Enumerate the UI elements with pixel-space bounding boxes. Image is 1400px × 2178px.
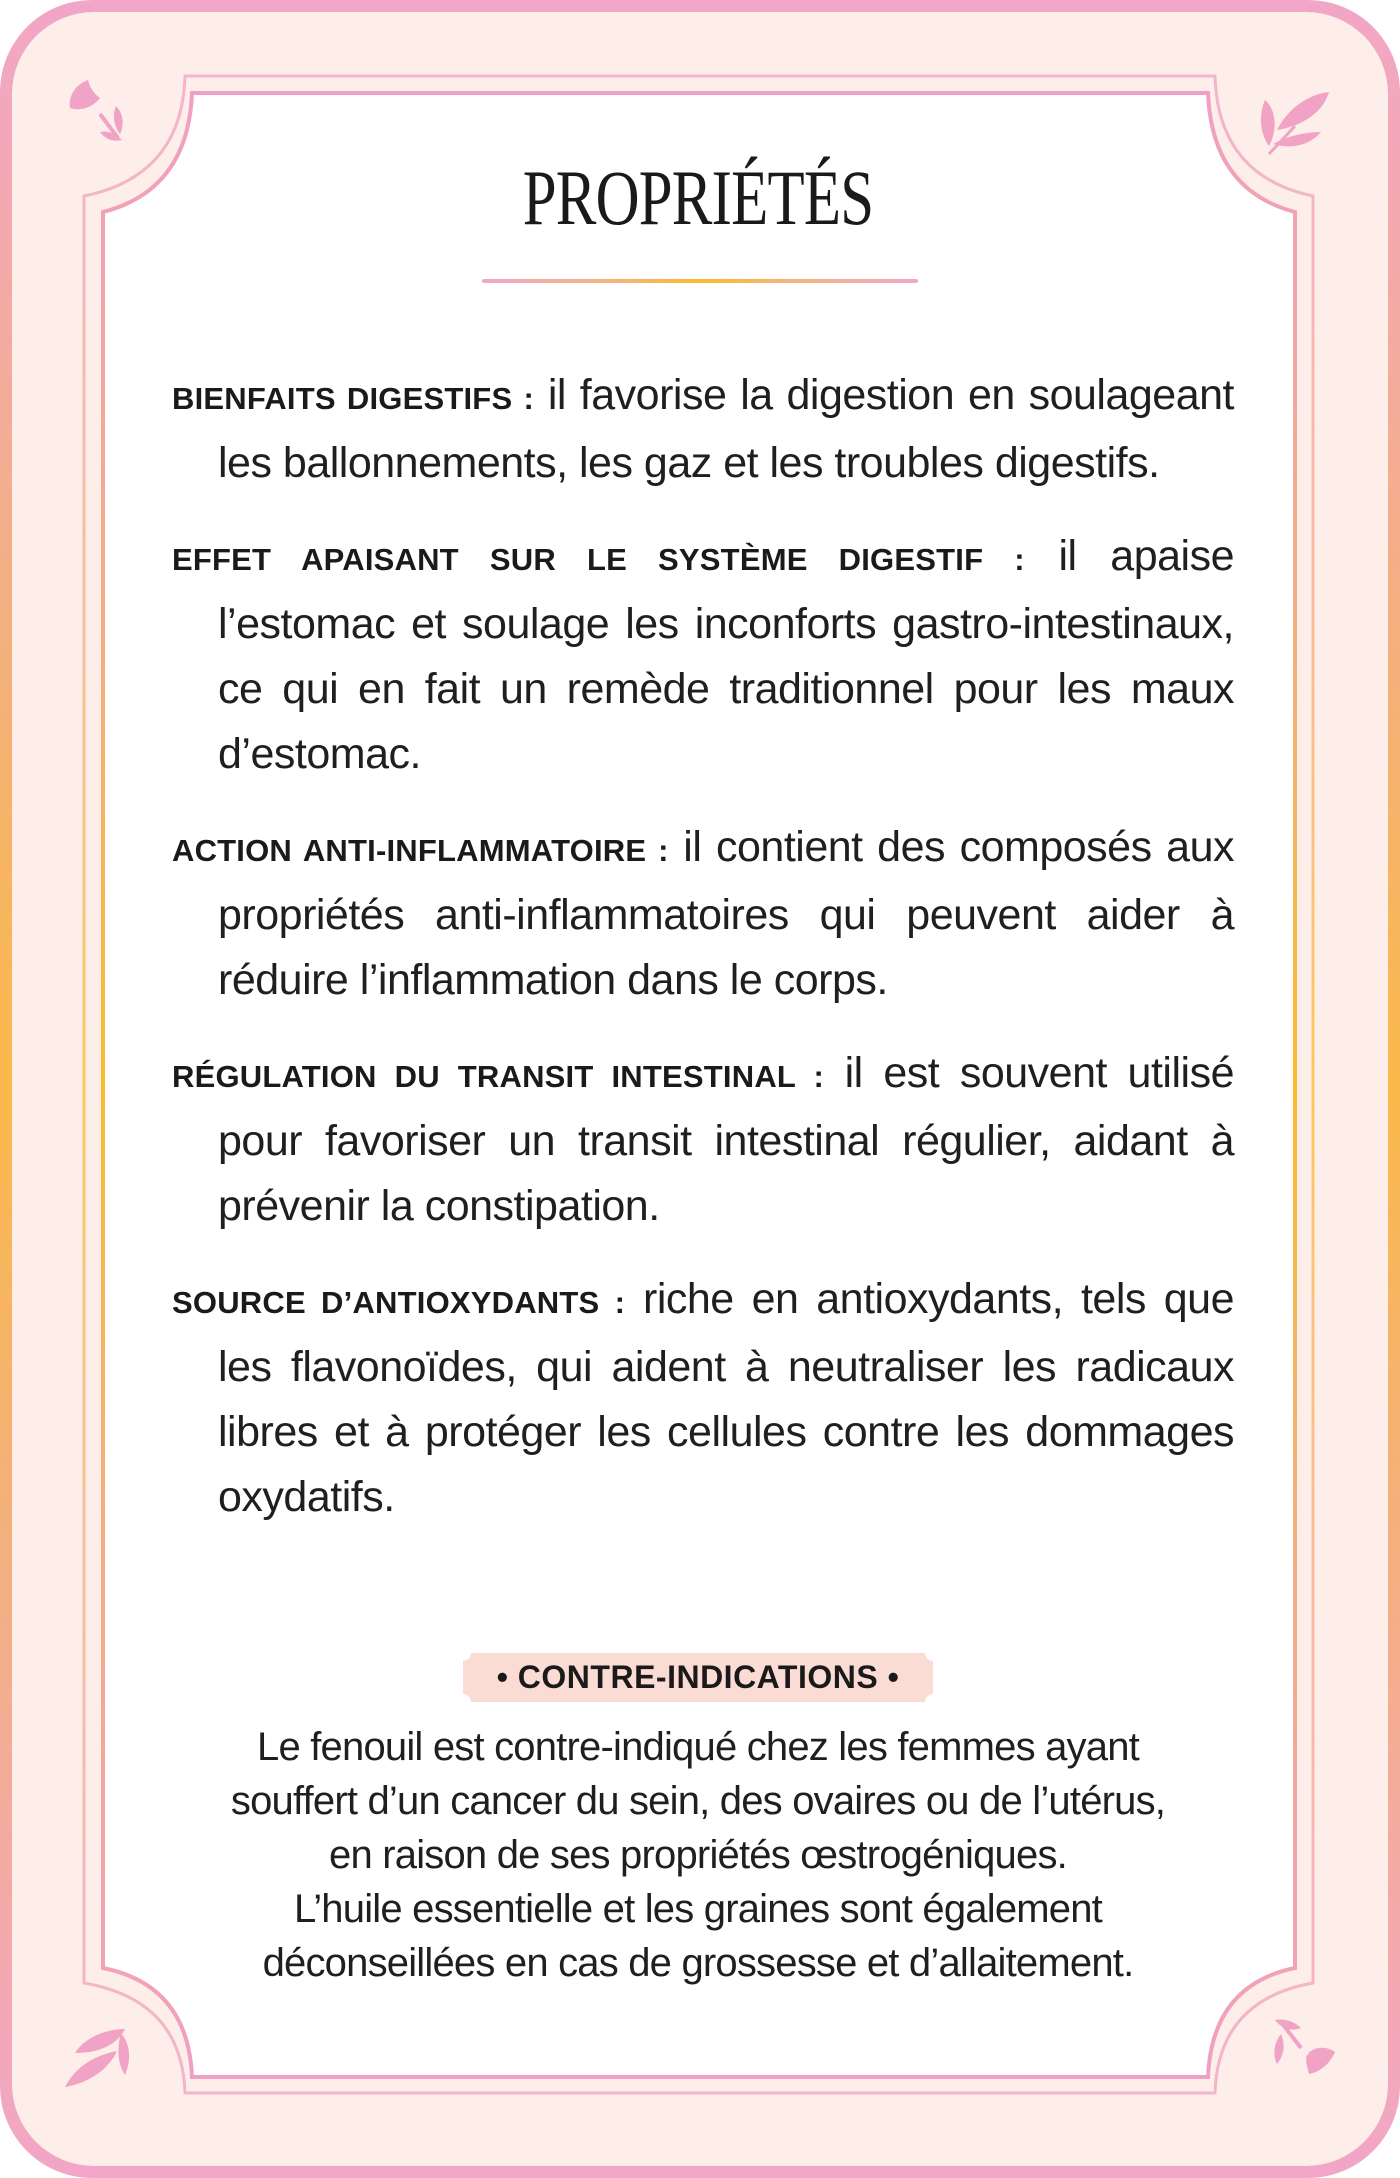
property-text: il contient des composés aux propriétés anti-inflammatoires qui peuvent aider à réduire l’inflammation dans le corps. bbox=[218, 823, 1234, 1004]
card-content bbox=[104, 95, 1292, 2075]
contraindications-line: Le fenouil est contre-indiqué chez les femmes ayant bbox=[257, 1725, 1139, 1769]
properties-list bbox=[172, 363, 1234, 1558]
property-text: il est souvent utilisé pour favoriser un transit intestinal régulier, aidant à prévenir la constipation. bbox=[218, 1049, 1234, 1230]
page-title: PROPRIÉTÉS bbox=[522, 154, 874, 241]
contraindications-line: L’huile essentielle et les graines sont également bbox=[293, 1887, 1102, 1931]
property-label: EFFET APAISANT SUR LE SYSTÈME DIGESTIF : bbox=[172, 542, 1025, 577]
property-item bbox=[172, 1267, 1234, 1530]
property-text: il favorise la digestion en soulageant les ballonnements, les gaz et les troubles digestifs. bbox=[218, 371, 1234, 487]
property-label: SOURCE D’ANTIOXYDANTS : bbox=[172, 1285, 626, 1320]
property-label: RÉGULATION DU TRANSIT INTESTINAL : bbox=[172, 1059, 824, 1094]
property-item bbox=[172, 363, 1234, 496]
property-text: riche en antioxydants, tels que les flavonoïdes, qui aident à neutraliser les radicaux libres et à protéger les cellules contre les dommages oxydatifs. bbox=[218, 1275, 1234, 1521]
property-text: il apaise l’estomac et soulage les inconforts gastro-intestinaux, ce qui en fait un remède traditionnel pour les maux d’estomac. bbox=[218, 532, 1235, 778]
contraindications-heading: • CONTRE-INDICATIONS • bbox=[496, 1659, 900, 1695]
title-underline bbox=[482, 279, 918, 283]
property-label: BIENFAITS DIGESTIFS : bbox=[172, 381, 535, 416]
contraindications-text bbox=[134, 1720, 1262, 1990]
property-item bbox=[172, 524, 1234, 787]
contraindications-line: en raison de ses propriétés œstrogéniques. bbox=[329, 1833, 1067, 1877]
property-item bbox=[172, 815, 1234, 1013]
contraindications-badge bbox=[463, 1653, 934, 1702]
property-item bbox=[172, 1041, 1234, 1239]
property-label: ACTION ANTI-INFLAMMATOIRE : bbox=[172, 833, 669, 868]
contraindications-line: souffert d’un cancer du sein, des ovaires ou de l’utérus, bbox=[230, 1779, 1166, 1823]
contraindications-line: déconseillées en cas de grossesse et d’allaitement. bbox=[262, 1941, 1134, 1985]
contraindications-heading-wrap bbox=[104, 1653, 1292, 1702]
